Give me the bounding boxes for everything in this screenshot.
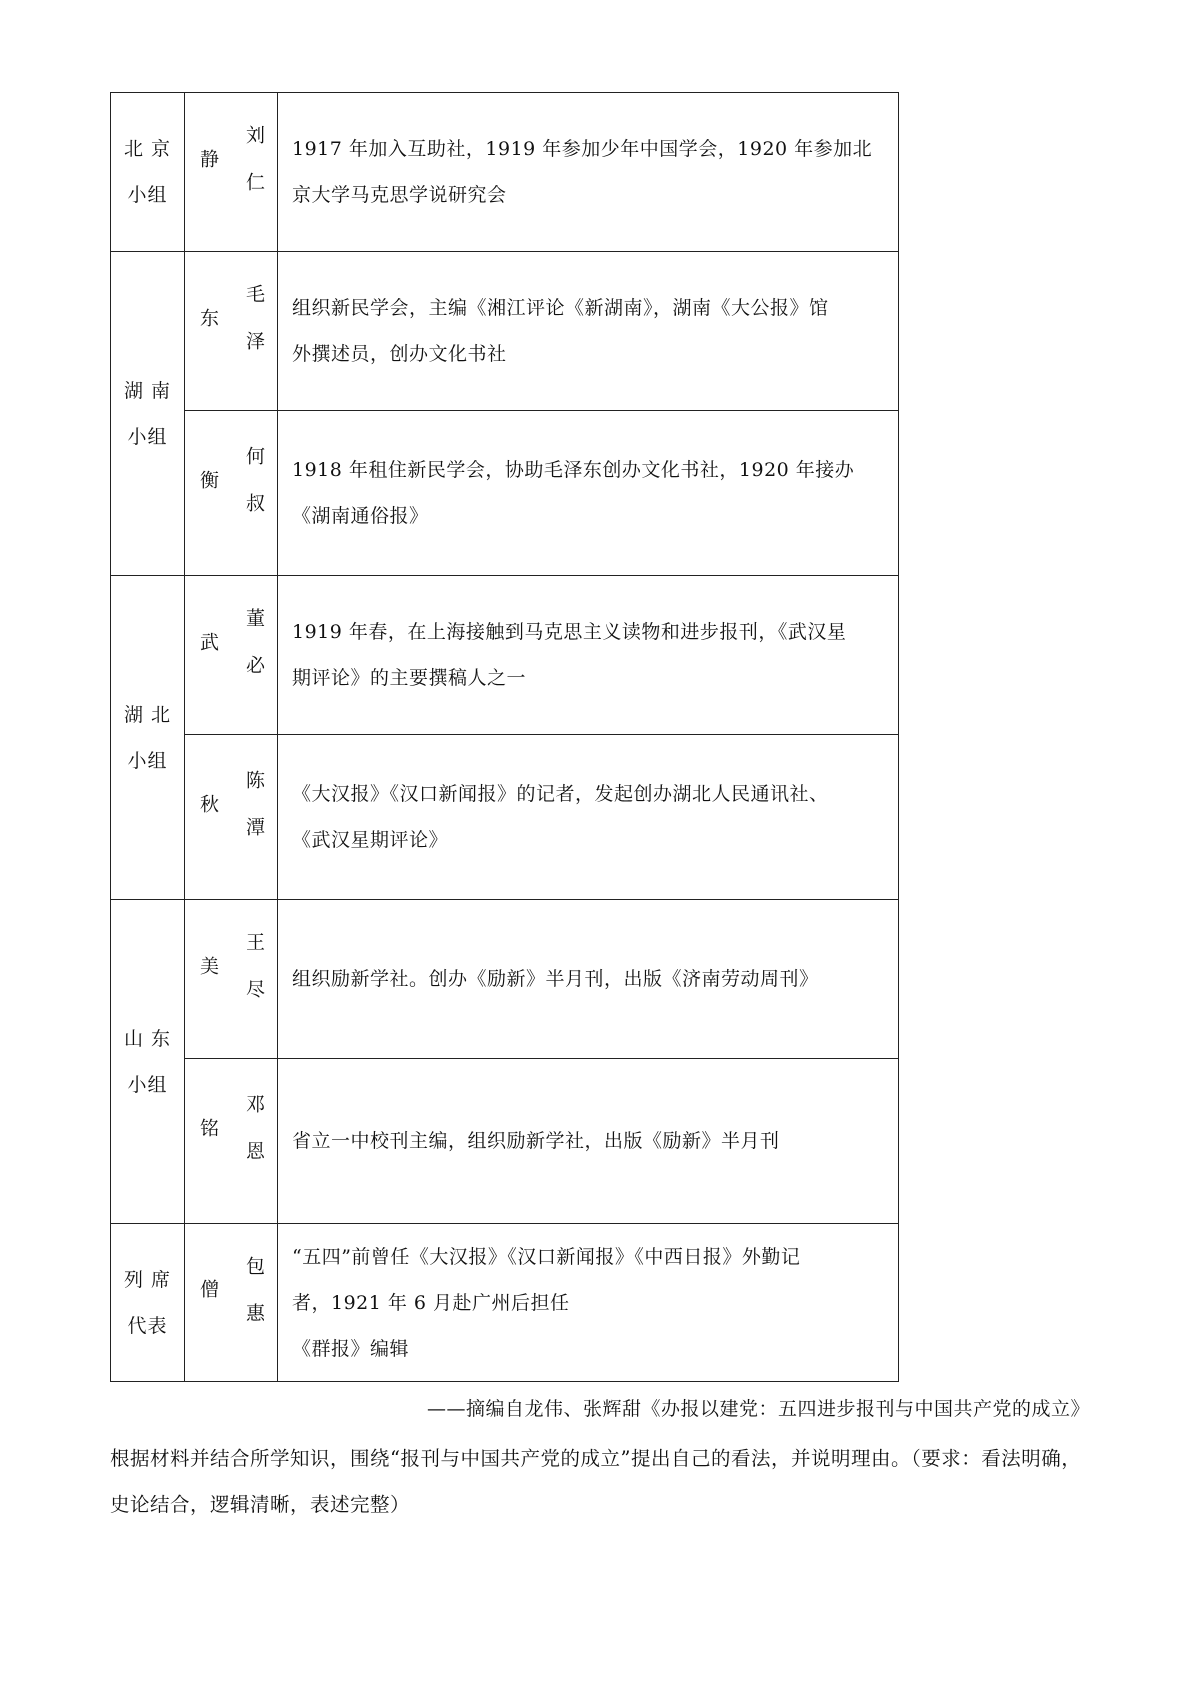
- member-name: 毛泽东: [197, 284, 265, 378]
- group-cell: [111, 252, 185, 576]
- group-label: 湖 南 小组: [123, 379, 172, 448]
- group-cell: [111, 576, 185, 900]
- member-desc: 1918 年租住新民学会，协助毛泽东创办文化书社，1920 年接办 《湖南通俗报》: [292, 459, 855, 527]
- member-desc-cell: [278, 1224, 899, 1382]
- member-desc: 《大汉报》《汉口新闻报》的记者，发起创办湖北人民通讯社、 《武汉星期评论》: [292, 783, 829, 851]
- member-name-cell: [185, 411, 278, 576]
- member-name: 包惠僧: [197, 1255, 265, 1350]
- member-desc: 1917 年加入互助社，1919 年参加少年中国学会，1920 年参加北 京大学马克思学说研究会: [292, 138, 873, 206]
- group-label: 列 席 代表: [123, 1268, 172, 1337]
- member-desc-cell: [278, 576, 899, 735]
- member-desc-cell: [278, 735, 899, 900]
- members-table: [110, 92, 899, 1382]
- source-citation: ——摘编自龙伟、张辉甜《办报以建党：五四进步报刊与中国共产党的成立》: [426, 1398, 1090, 1420]
- member-desc: 省立一中校刊主编，组织励新学社，出版《励新》半月刊: [292, 1130, 780, 1152]
- member-name-cell: [185, 93, 278, 252]
- member-name-cell: [185, 1059, 278, 1224]
- group-cell: [111, 900, 185, 1224]
- member-desc-cell: [278, 900, 899, 1059]
- member-desc-cell: [278, 411, 899, 576]
- group-label: 湖 北 小组: [123, 703, 172, 772]
- table-row: [111, 1224, 899, 1382]
- member-desc: 1919 年春，在上海接触到马克思主义读物和进步报刊，《武汉星 期评论》的主要撰稿人之一: [292, 621, 847, 689]
- table-row: [111, 576, 899, 735]
- table-row: [111, 1059, 899, 1224]
- table-row: [111, 900, 899, 1059]
- member-name: 陈潭秋: [197, 770, 265, 864]
- table-row: [111, 252, 899, 411]
- member-name-cell: [185, 735, 278, 900]
- member-desc: “五四”前曾任《大汉报》《汉口新闻报》《中西日报》外勤记 者，1921 年 6 月赴广州后担任 《群报》编辑: [292, 1245, 801, 1360]
- member-name-cell: [185, 1224, 278, 1382]
- member-desc: 组织励新学社。创办《励新》半月刊，出版《济南劳动周刊》: [292, 968, 819, 990]
- member-name-cell: [185, 900, 278, 1059]
- member-name: 王尽美: [197, 932, 265, 1026]
- member-desc: 组织新民学会，主编《湘江评论《新湖南》，湖南《大公报》馆 外撰述员，创办文化书社: [292, 297, 829, 365]
- member-name: 邓恩铭: [197, 1094, 265, 1188]
- member-name-cell: [185, 576, 278, 735]
- member-desc-cell: [278, 252, 899, 411]
- member-name-cell: [185, 252, 278, 411]
- member-name: 何叔衡: [197, 446, 265, 540]
- group-cell: [111, 1224, 185, 1382]
- group-label: 北 京 小组: [123, 138, 172, 206]
- member-name: 董必武: [197, 608, 265, 702]
- table-row: [111, 411, 899, 576]
- group-label: 山 东 小组: [123, 1027, 172, 1096]
- question-text: 根据材料并结合所学知识，围绕“报刊与中国共产党的成立”提出自己的看法，并说明理由。（要求：看法明确，史论结合，逻辑清晰，表述完整）: [110, 1447, 1082, 1516]
- members-table-wrapper: [110, 92, 899, 1382]
- member-desc-cell: [278, 93, 899, 252]
- member-name: 刘仁静: [197, 125, 265, 219]
- table-row: [111, 93, 899, 252]
- member-desc-cell: [278, 1059, 899, 1224]
- table-row: [111, 735, 899, 900]
- group-cell: [111, 93, 185, 252]
